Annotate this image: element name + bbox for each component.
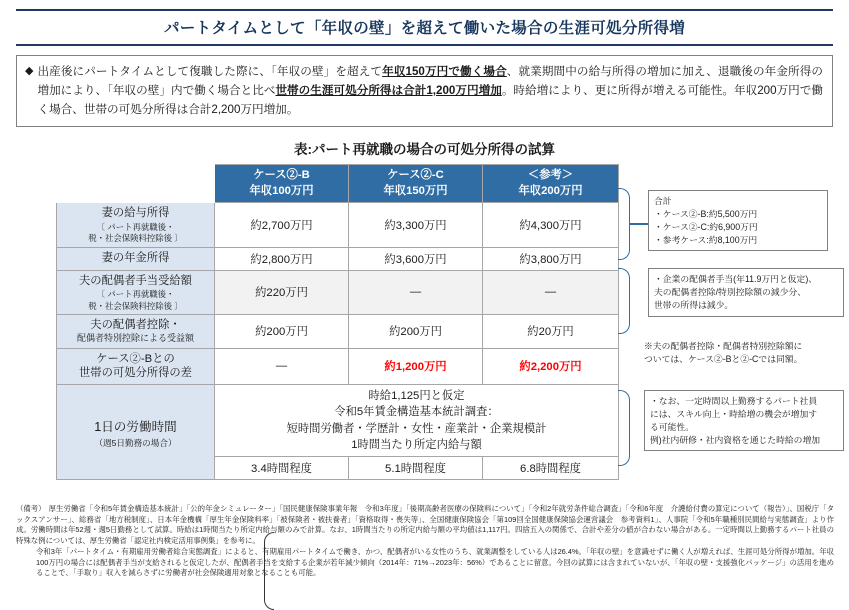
annotation-skillup-line-1: には、スキル向上・時給増の機会が増加す [650,409,818,420]
cell-wife-pension-reference: 約3,800万円 [483,247,619,270]
rowhead-labour-time-label: 1日の労働時間 [94,419,177,434]
page-title-band [16,9,833,46]
annotation-deduction-note-line-1: ついては、ケース②-Bと②-Cでは同額。 [644,354,803,365]
table-row [57,202,619,247]
annotation-spouse-line-0: ・企業の配偶者手当(年11.9万円と仮定)、 [654,274,818,285]
summary-box [16,55,833,127]
table-row [57,247,619,270]
header-cell-case2b [215,165,349,203]
summary-seg-1: 年収150万円で働く場合 [382,65,507,78]
annotation-total-box [648,190,828,251]
rowhead-wife-salary-sub2: 税・社会保険料控除後 〕 [88,233,183,244]
annotation-deduction-note [644,340,849,366]
annotation-skillup-line-0: ・なお、一定時間以上勤務するパート社員 [650,396,818,407]
cell-spouse-deduction-reference: 約20万円 [483,315,619,348]
brace-income-total [618,188,630,260]
table-row [57,270,619,315]
cell-hours-case2c: 5.1時間程度 [349,457,483,480]
bullet-diamond-icon: ◆ [25,65,34,77]
header-reference-line1: ＜参考＞ [527,169,574,182]
footnote-text-2: 令和3年「パートタイム・有期雇用労働者総合実態調査」によると、有期雇用パートタイムで働き、かつ、配偶者がいる女性のうち、就業調整をしている人は26.4%。「年収の壁」を意識せずに働く人が増えれば、生涯可処分所得が増加。年収100万円の場合には配偶者手当が支給されると仮定したが、配偶者手当を支給する企業が若年減少傾向（2014年：71%→2023年：56%）であることに留意。今回の試算には含まれていないが、「年収の壁・支援強化パッケージ」の活用を進めることで、「手取り」収入を減らさずに労働者が社会保険適用対象となることも可能。 [36,547,834,578]
cell-wife-salary-case2b: 約2,700万円 [215,202,349,247]
annotation-total-line-3: ・参考ケース:約8,100万円 [654,234,758,245]
labour-assumption-line-3: 1時間当たり所定内給与額 [351,439,482,452]
rowhead-wife-salary-label: 妻の給与所得 [101,206,170,219]
annotation-spouse-benefit-box [648,268,844,316]
document-page [0,9,849,584]
summary-seg-2: 、就業期間中の給与所得の増加に加え、退職後の年金所得の増加により、「年収の壁」内で働く場合と比べ [37,65,823,97]
rowhead-wife-pension [57,247,215,270]
cell-spouse-deduction-case2b: 約200万円 [215,315,349,348]
rowhead-wife-salary [57,202,215,247]
table-row [57,315,619,348]
cell-hours-reference: 6.8時間程度 [483,457,619,480]
annotation-total-line-1: ・ケース②-B:約5,500万円 [654,209,758,220]
annotation-total-line-0: 合計 [654,196,672,207]
cell-wife-pension-case2c: 約3,600万円 [349,247,483,270]
table-caption: 表:パート再就職の場合の可処分所得の試算 [294,142,555,158]
cell-spouse-allowance-reference: — [483,270,619,315]
table-row [57,348,619,384]
footnote-head: （備考） [16,504,46,513]
labour-assumption-cell [215,384,619,457]
rowhead-labour-time-sub: （週5日勤務の場合） [94,437,177,448]
annotation-skillup-box [644,390,844,451]
annotation-spouse-line-2: 世帯の所得は減少。 [654,299,734,310]
rowhead-difference-label2: 世帯の可処分所得の差 [79,367,192,380]
labour-assumption-line-2: 短時間労働者・学歴計・女性・産業計・企業規模計 [286,422,547,435]
footnote-paragraph-2 [16,547,834,579]
summary-seg-4: 。時給増により、更に所得が増える可能性。年収200万円で働く場合、世帯の可処分所得は合計2,200万円増加。 [37,83,823,116]
cell-difference-reference: 約2,200万円 [483,348,619,384]
annotation-deduction-note-line-0: ※夫の配偶者控除・配偶者特別控除額に [644,341,803,352]
header-cell-case2c [349,165,483,203]
cell-hours-case2b: 3.4時間程度 [215,457,349,480]
cell-wife-salary-case2c: 約3,300万円 [349,202,483,247]
cell-difference-case2b: — [215,348,349,384]
rowhead-spouse-deduction [57,315,215,348]
rowhead-labour-time [57,384,215,480]
annotation-skillup-line-3: 例)社内研修・社内資格を通じた時給の増加 [650,434,821,445]
summary-text [37,63,823,119]
rowhead-wife-salary-sub1: 〔 パート再就職後・ [96,221,175,232]
brace-income-total-tick [630,223,648,224]
table-row-labour-assumption [57,384,619,457]
annotation-spouse-line-1: 夫の配偶者控除/特別控除額の減少分、 [654,287,806,298]
rowhead-spouse-allowance-label: 夫の配偶者手当受給額 [79,274,192,287]
header-reference-line2: 年収200万円 [518,184,583,197]
header-case2c-line1: ケース②-C [387,169,444,182]
footnote-paragraph-1 [16,504,834,546]
rowhead-spouse-deduction-label2: 配偶者特別控除による受益額 [76,332,194,343]
summary-seg-0: 出産後にパートタイムとして復職した際に、「年収の壁」を超えて [37,65,383,78]
footnote-text-1: 厚生労働省「令和5年賃金構造基本統計」「公的年金シミュレーター」「国民健康保険事業年報 令和3年度」「後期高齢者医療の保険料について」「令和2年就労条件総合調査」「令和6年度 介護給付費の算定について（報告）」、国税庁「タックスアンサー」、総務省「地方税制度」、日本年金機構「厚生年金保険料率」「被保険者・被扶養者」「資格取得・喪失等」、全国健康保険協会「第109回全国健康保険協会運営議会 参考資料1」、人事院「令和5年職種別民間給与実態調査」より作成。労働時間は年52週・週5日勤務として試算。時給は1時間当たり所定内給与額のみで計算。なお、1時間当たりの所定内給与額の平均値は1,117円。四捨五入の関係で、合計や差分の値が合わない場合がある。一定時間以上勤務するパート社員の特殊な例については、厚生労働省「認定社内検定活用事例集」を参考に。 [16,504,834,545]
header-case2c-line2: 年収150万円 [383,184,448,197]
rowhead-spouse-allowance [57,270,215,315]
annotation-total-line-2: ・ケース②-C:約6,900万円 [654,221,758,232]
rowhead-spouse-allowance-sub2: 税・社会保険料控除後 〕 [88,300,183,311]
cell-wife-pension-case2b: 約2,800万円 [215,247,349,270]
cell-difference-case2c: 約1,200万円 [349,348,483,384]
rowhead-spouse-deduction-label: 夫の配偶者控除・ [90,319,181,332]
rowhead-difference [57,348,215,384]
cell-spouse-allowance-case2c: — [349,270,483,315]
header-case2b-line1: ケース②-B [253,169,310,182]
rowhead-spouse-allowance-sub1: 〔 パート再就職後・ [96,289,175,300]
summary-seg-3: 世帯の生涯可処分所得は合計1,200万円増加 [275,83,502,97]
header-case2b-line2: 年収100万円 [249,184,314,197]
brace-labour-note [618,390,630,466]
rowhead-difference-label: ケース②-Bとの [96,352,175,365]
labour-assumption-line-0: 時給1,125円と仮定 [368,389,465,402]
cell-spouse-deduction-case2c: 約200万円 [349,315,483,348]
cell-spouse-allowance-case2b: 約220万円 [215,270,349,315]
cell-wife-salary-reference: 約4,300万円 [483,202,619,247]
labour-assumption-line-1: 令和5年賃金構造基本統計調査： [334,406,499,419]
rowhead-wife-pension-label: 妻の年金所得 [101,252,170,265]
footnotes [16,504,834,580]
header-cell-reference [483,165,619,203]
table-header-row [57,165,619,203]
page-title: パートタイムとして「年収の壁」を超えて働いた場合の生涯可処分所得増 [163,20,686,37]
annotation-skillup-line-2: る可能性。 [650,421,694,432]
disposable-income-table [56,164,619,480]
table-area [16,164,833,480]
brace-spouse-benefit [618,268,630,334]
header-cell-blank [57,165,215,203]
